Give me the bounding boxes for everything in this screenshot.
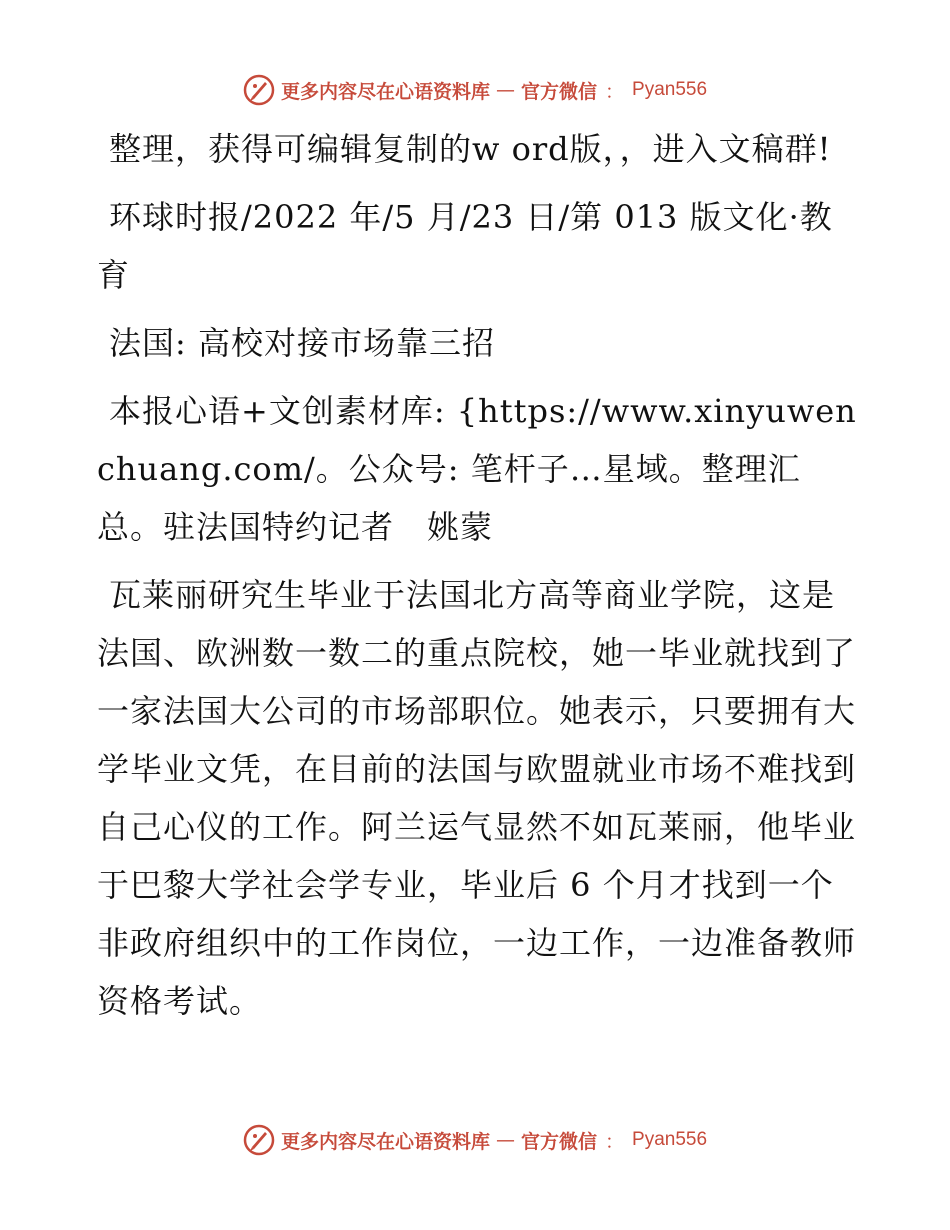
footer-banner-colon: ： bbox=[605, 1130, 625, 1153]
paragraph-intro: 整理，获得可编辑复制的w ord版，，进入文稿群! bbox=[109, 130, 832, 168]
quill-pen-logo-icon bbox=[243, 1124, 275, 1156]
footer-banner-wechat-label: 官方微信 bbox=[520, 1130, 597, 1153]
header-banner-wechat-id: Pyan556 bbox=[632, 79, 708, 100]
header-banner-colon: ： bbox=[605, 80, 625, 103]
paragraph-byline: 本报心语+文创素材库: {https://www.xinyuwenchuang.com/。公众号: 笔杆子…星域。整理汇总。驻法国特约记者 姚蒙 bbox=[97, 392, 857, 546]
header-banner-separator: — bbox=[495, 79, 515, 101]
footer-banner-separator: — bbox=[495, 1129, 515, 1151]
footer-banner-content bbox=[243, 1124, 707, 1156]
quill-pen-logo-icon bbox=[243, 74, 275, 106]
footer-banner-wechat-id: Pyan556 bbox=[632, 1129, 708, 1150]
header-banner bbox=[0, 70, 950, 110]
footer-banner-main-text: 更多内容尽在心语资料库 bbox=[280, 1130, 490, 1153]
footer-banner bbox=[0, 1120, 950, 1160]
document-body bbox=[97, 120, 857, 1040]
article-title: 法国: 高校对接市场靠三招 bbox=[109, 324, 495, 362]
paragraph-body: 瓦莱丽研究生毕业于法国北方高等商业学院，这是法国、欧洲数一数二的重点院校，她一毕业就找到了一家法国大公司的市场部职位。她表示，只要拥有大学毕业文凭，在目前的法国与欧盟就业市场不难找到自己心仪的工作。阿兰运气显然不如瓦莱丽，他毕业于巴黎大学社会学专业，毕业后 6 个月才找到一个非政府组织中的工作岗位，一边工作，一边准备教师资格考试。 bbox=[97, 576, 857, 1020]
header-banner-main-text: 更多内容尽在心语资料库 bbox=[280, 80, 490, 103]
header-banner-content bbox=[243, 74, 707, 106]
header-banner-wechat-label: 官方微信 bbox=[520, 80, 597, 103]
paragraph-source: 环球时报/2022 年/5 月/23 日/第 013 版文化·教育 bbox=[97, 198, 833, 294]
